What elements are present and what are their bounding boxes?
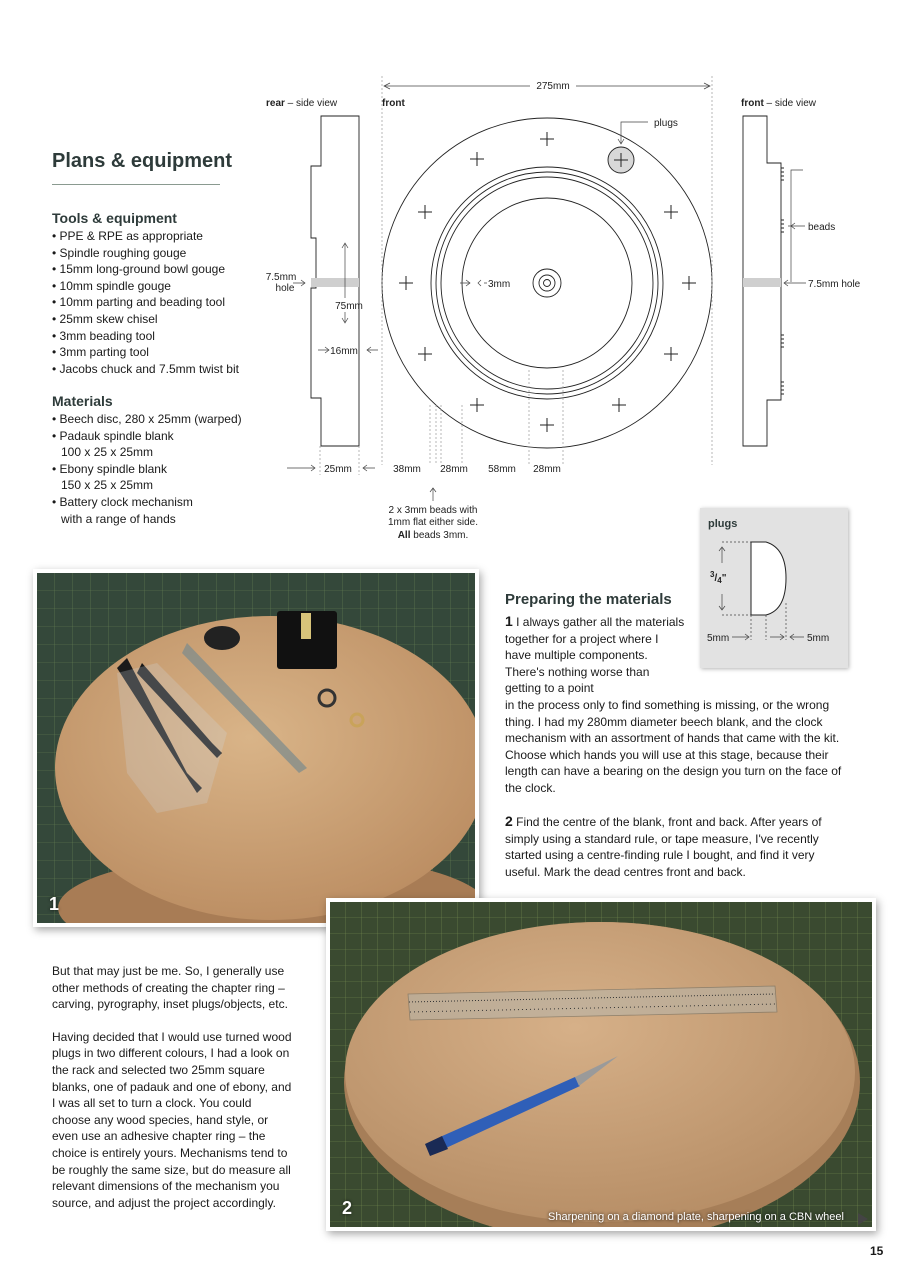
tools-heading: Tools & equipment: [52, 210, 177, 226]
dim-25mm: 25mm: [324, 464, 352, 475]
bead-note-line1: 2 x 3mm beads with: [388, 505, 478, 516]
materials-item: • Ebony spindle blank 150 x 25 x 25mm: [52, 461, 292, 494]
plug-dim-right: 5mm: [807, 633, 830, 644]
plug-profile-shape: [751, 542, 786, 615]
plug-dim-left: 5mm: [707, 633, 730, 644]
photo2-number: 2: [342, 1198, 353, 1218]
tools-item: • Jacobs chuck and 7.5mm twist bit: [52, 361, 292, 378]
tools-item: • 15mm long-ground bowl gouge: [52, 261, 292, 278]
rear-hole-label-1: 7.5mm: [265, 272, 297, 283]
beads-label: beads: [808, 222, 836, 233]
materials-item: • Battery clock mechanism with a range of hands: [52, 494, 292, 527]
tools-item: • 10mm spindle gouge: [52, 278, 292, 295]
dim-75mm: 75mm: [335, 301, 363, 312]
rear-side-view-label: rear – side view: [266, 98, 338, 109]
rear-hole: [311, 278, 359, 287]
plugs-box-title: plugs: [708, 518, 738, 530]
plugs-label: plugs: [654, 118, 678, 129]
tools-item: • 10mm parting and beading tool: [52, 294, 292, 311]
dim-16mm: 16mm: [330, 346, 358, 357]
clock-centre-inner: [544, 280, 551, 287]
prep-step1-continued: [505, 697, 850, 797]
step2-text: Find the centre of the blank, front and back. After years of simply using a standard rule, or tape measure, I've recently started using a centre-finding rule I bought, and find it very useful. Mark the dead centres front and back.: [505, 815, 822, 879]
clock-centre-middle: [539, 275, 555, 291]
tools-item: • Spindle roughing gouge: [52, 245, 292, 262]
dim-3mm: 3mm: [488, 279, 511, 290]
step1-number: 1: [505, 613, 513, 629]
front-side-view-label: front – side view: [741, 98, 817, 109]
front-hole: [743, 278, 781, 287]
next-page-arrow-icon: [858, 1213, 868, 1225]
materials-item: • Padauk spindle blank 100 x 25 x 25mm: [52, 428, 292, 461]
tools-item: • 25mm skew chisel: [52, 311, 292, 328]
dim-28mm-a: 28mm: [440, 464, 468, 475]
body-left-column: [52, 963, 292, 1211]
rear-hole-label-2: hole: [275, 283, 295, 294]
step1-text-part1: I always gather all the materials together for a project where I have multiple components. There's nothing worse than getting to a point: [505, 615, 685, 696]
photo2-caption: Sharpening on a diamond plate, sharpening on a CBN wheel: [548, 1211, 844, 1223]
overall-width-label: 275mm: [536, 81, 570, 92]
materials-item: • Beech disc, 280 x 25mm (warped): [52, 411, 292, 428]
dim-38mm: 38mm: [393, 464, 421, 475]
photo-materials: [37, 573, 475, 923]
front-hole-label: 7.5mm hole: [808, 279, 861, 290]
clock-plan-diagram: [0, 0, 905, 560]
section-title: Plans & equipment: [52, 150, 233, 172]
page-number: 15: [870, 1244, 884, 1258]
body-left-para1: But that may just be me. So, I generally use other methods of creating the chapter ring – carving, pyrography, inset plugs/objects, etc.: [52, 964, 288, 1012]
clock-bead-ring-3: [441, 177, 653, 389]
tools-item: • 3mm beading tool: [52, 328, 292, 345]
prep-title: Preparing the materials: [505, 591, 672, 608]
photo-centre-finding-image: [330, 902, 872, 1227]
tools-item: • PPE & RPE as appropriate: [52, 228, 292, 245]
plugs-detail-box: [700, 508, 848, 668]
dim-58mm: 58mm: [488, 464, 516, 475]
prep-step2: [505, 813, 850, 880]
step2-number: 2: [505, 813, 513, 829]
bead-note-line2: 1mm flat either side.: [387, 517, 479, 528]
photo-centre-finding: [330, 902, 872, 1227]
tools-item: • 3mm parting tool: [52, 344, 292, 361]
front-view-label: front: [382, 98, 405, 109]
step1-text-part2: in the process only to find something is missing, or the wrong thing. I had my 280mm diameter beech blank, and the clock mechanism with an assortment of hands that came with the kit. Choose which hands you will use at this stage, because their length can have a bearing on the design you turn on the face of the clock.: [505, 698, 842, 795]
materials-heading: Materials: [52, 393, 113, 409]
plug-size-label: $^3/_4$": [710, 570, 727, 585]
plug-profile-diagram: [700, 508, 848, 668]
guide-lines: [320, 76, 712, 475]
dim-28mm-b: 28mm: [533, 464, 561, 475]
clock-outer-rim: [382, 118, 712, 448]
bead-note-line3: All beads 3mm.: [397, 530, 469, 541]
photo1-number: 1: [49, 894, 60, 914]
body-left-para2: Having decided that I would use turned wood plugs in two different colours, I had a look on the rack and selected two 25mm square blanks, one of padauk and one of ebony, and I was all set to turn a clock. You could choose any wood species, hand style, or even use an adhesive chapter ring – the choice is entirely yours. Mechanisms tend to be roughly the same size, but do measure all relevant dimensions of the mechanism you source, and adjust the project accordingly.: [52, 1029, 292, 1210]
clock-centre-outer: [533, 269, 561, 297]
photo-materials-image: [37, 573, 475, 923]
prep-step1-intro: [505, 613, 687, 697]
